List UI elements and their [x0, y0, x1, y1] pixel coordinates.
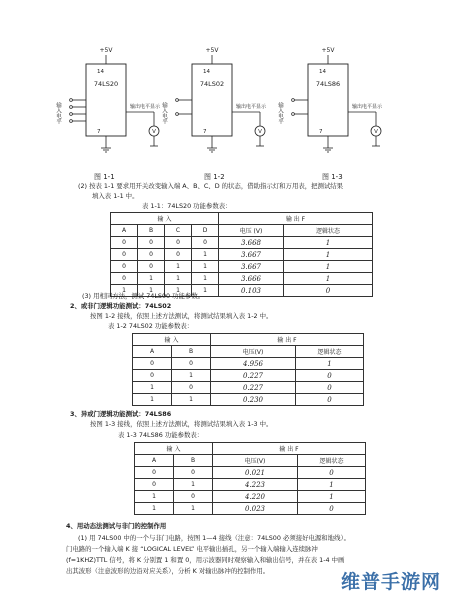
input-terminal [292, 99, 295, 102]
output-display-label: 输出电平显示 [352, 104, 383, 110]
cell-voltage: 3.667 [219, 261, 284, 273]
cell-voltage: 0.227 [211, 382, 296, 394]
vcc-label: +5V [205, 47, 219, 54]
table-row [135, 491, 366, 503]
table-row [133, 370, 364, 382]
figure-caption-2: 图 1-2 [204, 173, 225, 181]
cell: 0 [165, 249, 192, 261]
cell: 1 [133, 382, 172, 394]
input-terminal [176, 113, 179, 116]
cell: 1 [133, 394, 172, 406]
cell-logic: 1 [284, 261, 373, 273]
cell: 0 [111, 273, 138, 285]
cell-logic: 1 [296, 358, 364, 370]
voltmeter-label: V [152, 129, 156, 135]
table-74ls86 [134, 442, 366, 515]
output-display-label: 输出电平显示 [236, 104, 267, 110]
section-4-line2: 门电路的一个输入端 K 接 “LOGICAL LEVEL” 电平输出插孔，另一个输入端输入连续脉冲 [66, 545, 318, 553]
pin-14-label: 14 [203, 69, 210, 75]
col-header: D [192, 225, 219, 237]
cell: 0 [192, 237, 219, 249]
section-4-line4: 出其波形（注意波形的边沿对应关系），分析 K 对输出脉冲的控制作用。 [66, 567, 270, 575]
cell: 1 [111, 285, 138, 297]
col-header: 电压(V) [213, 455, 298, 467]
vcc-label: +5V [321, 47, 335, 54]
cell: 1 [192, 261, 219, 273]
section-4-heading: 4、用动态法测试与非门的控制作用 [66, 522, 167, 530]
voltmeter-label: V [374, 129, 378, 135]
figure-74ls02 [161, 47, 267, 152]
cell: 1 [192, 249, 219, 261]
pin-7-label: 7 [97, 129, 101, 135]
input-terminal [70, 99, 73, 102]
cell: 0 [172, 358, 211, 370]
pin-7-label: 7 [203, 129, 207, 135]
cell: 1 [174, 503, 213, 515]
chip-label: 74LS20 [93, 80, 119, 88]
watermark-logo: 维普手游网 [340, 571, 441, 593]
circuit-diagrams [0, 0, 449, 180]
cell: 0 [111, 261, 138, 273]
col-header: C [165, 225, 192, 237]
cell: 0 [133, 370, 172, 382]
cell-logic: 0 [298, 467, 366, 479]
cell: 0 [172, 382, 211, 394]
cell: 1 [165, 261, 192, 273]
cell: 0 [138, 261, 165, 273]
cell-logic: 0 [296, 370, 364, 382]
cell: 1 [135, 503, 174, 515]
figure-74ls86 [277, 47, 383, 152]
table-row [135, 479, 366, 491]
table-74ls20 [110, 212, 373, 297]
input-terminal [70, 120, 73, 123]
table-1-title: 表 1-1：74LS20 功能参数表： [142, 202, 232, 210]
table-row [133, 382, 364, 394]
table-header-output: 输 出 F [211, 334, 364, 346]
table-row [111, 261, 373, 273]
pin-14-label: 14 [97, 69, 104, 75]
input-level-label: 输入电平 [161, 102, 167, 124]
cell-logic: 0 [284, 285, 373, 297]
table-3-title: 表 1-3 74LS86 功能参数表： [118, 431, 204, 439]
cell-voltage: 4.223 [213, 479, 298, 491]
table-74ls02 [132, 333, 364, 406]
cell: 1 [192, 285, 219, 297]
table-header-input: 输 入 [135, 443, 213, 455]
cell: 1 [174, 479, 213, 491]
cell-voltage: 0.023 [213, 503, 298, 515]
table-header-input: 输 入 [111, 213, 219, 225]
cell: 0 [111, 237, 138, 249]
cell-logic: 1 [284, 273, 373, 285]
cell-voltage: 4.220 [213, 491, 298, 503]
col-header: B [138, 225, 165, 237]
table-row [111, 237, 373, 249]
table-header-output: 输 出 F [219, 213, 373, 225]
cell: 1 [135, 491, 174, 503]
table-row [133, 394, 364, 406]
chip-box [86, 64, 126, 136]
col-header: A [111, 225, 138, 237]
cell: 0 [138, 249, 165, 261]
section-2-heading: 2、或非门逻辑功能测试：74LS02 [70, 302, 172, 310]
cell: 0 [133, 358, 172, 370]
cell-voltage: 0.227 [211, 370, 296, 382]
table-row [135, 467, 366, 479]
chip-box [192, 64, 232, 136]
cell: 1 [138, 273, 165, 285]
col-header: B [172, 346, 211, 358]
table-row [133, 358, 364, 370]
cell-voltage: 3.668 [219, 237, 284, 249]
cell: 0 [111, 249, 138, 261]
section-3-heading: 3、异或门逻辑功能测试：74LS86 [70, 410, 172, 418]
cell-voltage: 0.103 [219, 285, 284, 297]
col-header: B [174, 455, 213, 467]
vcc-label: +5V [99, 47, 113, 54]
cell-logic: 1 [298, 491, 366, 503]
cell-voltage: 3.666 [219, 273, 284, 285]
cell-logic: 0 [296, 394, 364, 406]
col-header: A [135, 455, 174, 467]
cell: 0 [174, 491, 213, 503]
cell: 1 [172, 370, 211, 382]
paragraph-2-line1: (2) 按表 1-1 要求用开关改变输入端 A、B、C、D 的状态，借助指示灯和万用表，把测试结果 [78, 182, 344, 190]
figure-74ls20 [55, 47, 161, 152]
cell-logic: 1 [284, 249, 373, 261]
col-header: 逻辑状态 [284, 225, 373, 237]
chip-label: 74LS86 [315, 80, 341, 88]
section-3-text: 按图 1-3 接线，依照上述方法测试，将测试结果填入表 1-3 中。 [90, 420, 273, 428]
input-terminal [292, 113, 295, 116]
input-level-label: 输入电平 [277, 102, 283, 124]
cell: 1 [165, 285, 192, 297]
section-2-text: 按图 1-2 接线，依照上述方法测试，将测试结果填入表 1-2 中。 [90, 312, 273, 320]
input-terminal [70, 106, 73, 109]
table-2-title: 表 1-2 74LS02 功能参数表： [108, 322, 194, 330]
input-level-label: 输入电平 [55, 102, 61, 124]
chip-box [308, 64, 348, 136]
table-row [135, 503, 366, 515]
paragraph-2-line2: 填入表 1-1 中。 [92, 192, 139, 200]
cell: 0 [135, 467, 174, 479]
col-header: 逻辑状态 [298, 455, 366, 467]
voltmeter-label: V [258, 129, 262, 135]
cell: 0 [174, 467, 213, 479]
figure-caption-1: 图 1-1 [94, 173, 115, 181]
section-4-line3: (f=1KHZ)TTL 信号，将 K 分别置 1 和置 0，用示波器同时观察输入和输出信号，并在表 1-4 中画 [66, 556, 345, 564]
cell: 1 [172, 394, 211, 406]
cell: 1 [138, 285, 165, 297]
section-4-line1: (1) 用 74LS00 中的一个与非门电路，按图 1—4 接线（注意：74LS00 必须接好电源和地线）。 [78, 534, 351, 542]
col-header: 逻辑状态 [296, 346, 364, 358]
table-row [111, 249, 373, 261]
col-header: A [133, 346, 172, 358]
cell-logic: 1 [284, 237, 373, 249]
pin-14-label: 14 [319, 69, 326, 75]
table-header-output: 输 出 F [213, 443, 366, 455]
output-display-label: 输出电平显示 [130, 104, 161, 110]
col-header: 电压 (V) [219, 225, 284, 237]
input-terminal [70, 113, 73, 116]
cell-logic: 0 [296, 382, 364, 394]
cell-voltage: 0.230 [211, 394, 296, 406]
cell-voltage: 4.956 [211, 358, 296, 370]
table-row [111, 273, 373, 285]
pin-7-label: 7 [319, 129, 323, 135]
cell-voltage: 0.021 [213, 467, 298, 479]
cell-logic: 0 [298, 503, 366, 515]
cell-voltage: 3.667 [219, 249, 284, 261]
cell: 0 [165, 237, 192, 249]
chip-label: 74LS02 [199, 80, 225, 88]
cell: 0 [135, 479, 174, 491]
paragraph-3: (3) 用相同方法，测试 74LS00 功能参数。 [82, 292, 205, 300]
cell-logic: 1 [298, 479, 366, 491]
cell: 1 [192, 273, 219, 285]
input-terminal [176, 99, 179, 102]
col-header: 电压(V) [211, 346, 296, 358]
cell: 1 [165, 273, 192, 285]
table-header-input: 输 入 [133, 334, 211, 346]
figure-caption-3: 图 1-3 [322, 173, 343, 181]
cell: 0 [138, 237, 165, 249]
